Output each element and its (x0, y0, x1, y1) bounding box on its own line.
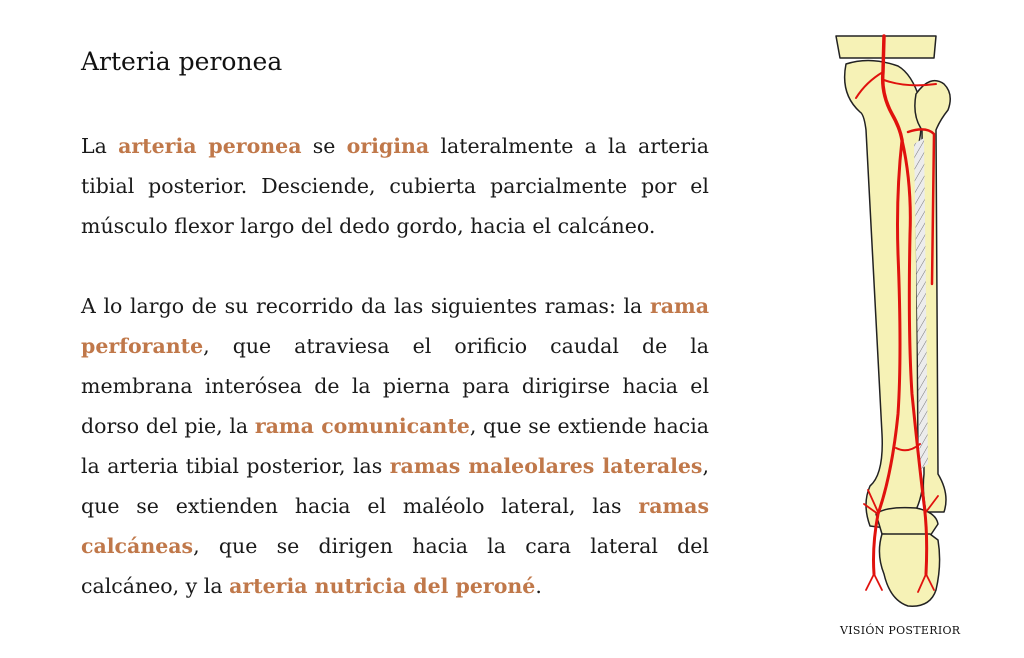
keyword-rama-comunicante[interactable]: rama comunicante (254, 414, 470, 438)
keyword-arteria-nutricia-perone[interactable]: arteria nutricia del peroné (229, 574, 536, 598)
paragraph-branches (81, 286, 709, 606)
keyword-ramas-maleolares-laterales[interactable]: ramas maleolares laterales (389, 454, 703, 478)
paragraph-origin (81, 126, 709, 246)
text-segment: . (535, 574, 542, 598)
leg-illustration (826, 34, 966, 610)
text-segment: se (301, 134, 347, 158)
talus-bone (876, 508, 938, 536)
text-segment: A lo largo de su recorrido da las siguientes ramas: la (81, 294, 650, 318)
text-segment: La (81, 134, 119, 158)
femur-bone (836, 36, 936, 58)
calcaneus-bone (879, 534, 939, 606)
text-segment: , que se dirigen hacia la cara lateral del calcáneo, y la (81, 534, 709, 598)
bones (836, 36, 950, 606)
keyword-rama-perforante[interactable]: rama perforante (81, 294, 709, 358)
text-segment: , que se extienden hacia el maléolo lateral, las (81, 454, 710, 518)
text-segment: , que atraviesa el orificio caudal de la membrana interósea de la pierna para dirigirse hacia el dorso del pie, la (81, 334, 709, 438)
text-segment: lateralmente a la arteria tibial posterior. Desciende, cubierta parcialmente por el músculo flexor largo del dedo gordo, hacia el calcáneo. (81, 134, 710, 238)
figure-caption: VISIÓN POSTERIOR (840, 624, 961, 637)
keyword-arteria-peronea[interactable]: arteria peronea (118, 134, 302, 158)
keyword-origina[interactable]: origina (346, 134, 430, 158)
keyword-ramas-calcaneas[interactable]: ramas calcáneas (81, 494, 709, 558)
page-title: Arteria peronea (81, 47, 283, 76)
text-segment: , que se extiende hacia la arteria tibial posterior, las (81, 414, 709, 478)
